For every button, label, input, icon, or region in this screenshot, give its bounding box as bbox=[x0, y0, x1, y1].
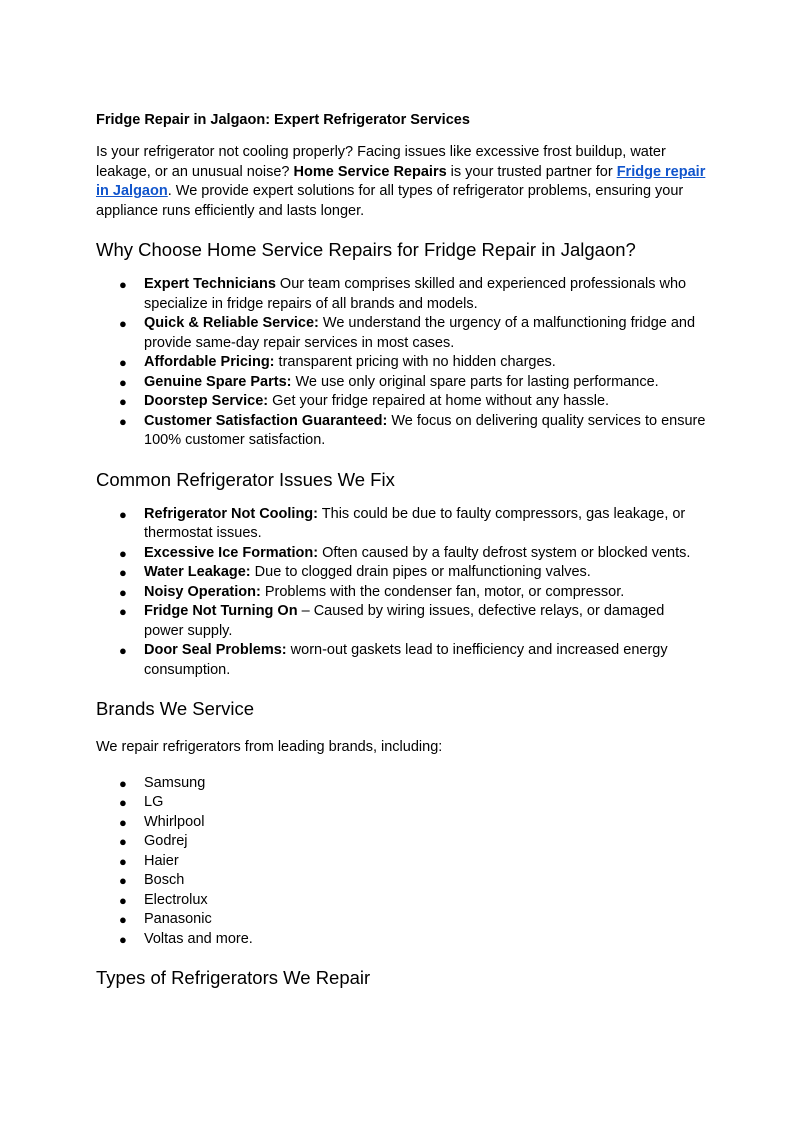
list-item-text: We focus on delivering quality services to ensure 100% customer satisfaction. bbox=[144, 412, 706, 448]
bullet-icon: ● bbox=[119, 834, 127, 849]
list-item-text: Our team comprises skilled and experienced professionals who specialize in fridge repairs of all brands and models. bbox=[144, 276, 687, 312]
list-item-term: Excessive Ice Formation: bbox=[144, 544, 319, 561]
list-item bbox=[96, 891, 706, 911]
list-item bbox=[96, 910, 706, 930]
list-item-term: Doorstep Service: bbox=[144, 393, 269, 409]
list-item bbox=[96, 544, 706, 564]
document-title: Fridge Repair in Jalgaon: Expert Refrigerator Services bbox=[96, 112, 470, 128]
bullet-icon: ● bbox=[119, 545, 127, 561]
list-item bbox=[96, 813, 706, 833]
list-item bbox=[96, 353, 706, 373]
list-item-text: Panasonic bbox=[144, 911, 212, 927]
bullet-icon: ● bbox=[119, 853, 127, 869]
list-item-text: Whirlpool bbox=[144, 813, 205, 830]
list-item bbox=[96, 583, 706, 603]
list-item-text: We understand the urgency of a malfunctioning fridge and provide same-day repair services in most cases. bbox=[144, 315, 696, 351]
list-item bbox=[96, 793, 706, 813]
bullet-icon: ● bbox=[119, 643, 127, 658]
list-item-text: Due to clogged drain pipes or malfunctioning valves. bbox=[250, 564, 591, 580]
list-item-term: Noisy Operation: bbox=[144, 583, 261, 600]
bullet-icon: ● bbox=[119, 795, 127, 810]
bullet-icon: ● bbox=[119, 604, 127, 619]
list-item bbox=[96, 930, 706, 950]
bullet-icon: ● bbox=[119, 506, 127, 522]
bullet-icon: ● bbox=[119, 413, 127, 429]
bullet-icon: ● bbox=[119, 584, 127, 600]
intro-text-3: . We provide expert solutions for all types of refrigerator problems, ensuring your appliance runs efficiently and lasts longer. bbox=[96, 183, 684, 219]
list-item-text: This could be due to faulty compressors, gas leakage, or thermostat issues. bbox=[144, 505, 686, 541]
list-item-text: transparent pricing with no hidden charges. bbox=[274, 354, 556, 370]
list-item bbox=[96, 563, 706, 583]
list-item-text: worn-out gaskets lead to inefficiency and increased energy consumption. bbox=[144, 642, 668, 678]
intro-brand-name: Home Service Repairs bbox=[293, 163, 447, 180]
list-item-text: Godrej bbox=[144, 833, 188, 849]
list-item-text: – Caused by wiring issues, defective relays, or damaged power supply. bbox=[144, 603, 665, 639]
bullet-icon: ● bbox=[119, 873, 127, 888]
list-item-text: Voltas and more. bbox=[144, 930, 253, 947]
list-item bbox=[96, 602, 706, 641]
list-item-text: Bosch bbox=[144, 872, 185, 888]
bullet-icon: ● bbox=[119, 394, 127, 409]
issues-heading: Common Refrigerator Issues We Fix bbox=[96, 468, 395, 490]
list-item-text: Samsung bbox=[144, 774, 206, 791]
list-item bbox=[96, 852, 706, 872]
fridge-repair-link[interactable]: Fridge repair in Jalgaon bbox=[96, 163, 706, 199]
list-item bbox=[96, 774, 706, 794]
list-item-term: Affordable Pricing: bbox=[144, 354, 275, 370]
list-item-text: Electrolux bbox=[144, 891, 208, 908]
issues-list bbox=[96, 505, 706, 681]
list-item bbox=[96, 314, 706, 353]
list-item-text: LG bbox=[144, 794, 164, 810]
list-item-term: Door Seal Problems: bbox=[144, 642, 287, 658]
bullet-icon: ● bbox=[119, 277, 127, 292]
list-item-text: Problems with the condenser fan, motor, or compressor. bbox=[260, 583, 625, 600]
brands-intro: We repair refrigerators from leading brands, including: bbox=[96, 739, 443, 755]
bullet-icon: ● bbox=[119, 565, 127, 580]
list-item bbox=[96, 505, 706, 544]
bullet-icon: ● bbox=[119, 775, 127, 791]
bullet-icon: ● bbox=[119, 814, 127, 830]
list-item-term: Customer Satisfaction Guaranteed: bbox=[144, 412, 388, 429]
list-item-term: Water Leakage: bbox=[144, 564, 251, 580]
intro-paragraph bbox=[96, 143, 706, 221]
list-item bbox=[96, 832, 706, 852]
bullet-icon: ● bbox=[119, 912, 127, 927]
bullet-icon: ● bbox=[119, 931, 127, 947]
list-item bbox=[96, 871, 706, 891]
bullet-icon: ● bbox=[119, 316, 127, 331]
document-page bbox=[96, 108, 706, 990]
bullet-icon: ● bbox=[119, 892, 127, 908]
why-choose-list bbox=[96, 275, 706, 451]
list-item bbox=[96, 373, 706, 393]
types-heading: Types of Refrigerators We Repair bbox=[96, 967, 371, 988]
list-item-text: Often caused by a faulty defrost system or blocked vents. bbox=[318, 544, 691, 561]
list-item-term: Refrigerator Not Cooling: bbox=[144, 505, 318, 522]
list-item bbox=[96, 412, 706, 451]
intro-text-1: Is your refrigerator not cooling properly? Facing issues like excessive frost buildup, water leakage, or an unusual noise? bbox=[96, 144, 666, 180]
brands-list bbox=[96, 774, 706, 950]
list-item-term: Expert Technicians bbox=[144, 276, 276, 292]
list-item-term: Quick & Reliable Service: bbox=[144, 315, 319, 331]
list-item-term: Fridge Not Turning On bbox=[144, 603, 298, 619]
why-choose-heading: Why Choose Home Service Repairs for Fridge Repair in Jalgaon? bbox=[96, 239, 636, 260]
list-item-text: Haier bbox=[144, 852, 179, 869]
list-item bbox=[96, 392, 706, 412]
list-item-text: We use only original spare parts for lasting performance. bbox=[291, 373, 659, 390]
list-item bbox=[96, 275, 706, 314]
list-item-term: Genuine Spare Parts: bbox=[144, 373, 292, 390]
list-item bbox=[96, 641, 706, 680]
bullet-icon: ● bbox=[119, 355, 127, 370]
list-item-text: Get your fridge repaired at home without any hassle. bbox=[268, 393, 610, 409]
brands-heading: Brands We Service bbox=[96, 698, 254, 719]
intro-text-2: is your trusted partner for bbox=[446, 163, 617, 180]
bullet-icon: ● bbox=[119, 374, 127, 390]
